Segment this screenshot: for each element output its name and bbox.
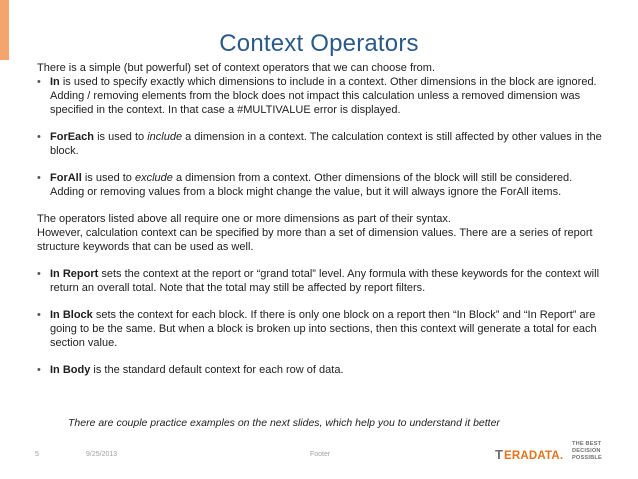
slide-body	[37, 61, 603, 377]
bullet-text: is the standard default context for each row of data.	[90, 364, 344, 376]
middle-text-1: The operators listed above all require one or more dimensions as part of their syntax.	[37, 213, 451, 225]
bullet-forall	[37, 171, 603, 199]
emphasis: include	[147, 131, 183, 143]
teradata-logo	[495, 443, 569, 465]
bullet-text: a dimension in a context. The calculation context is still affected by other values in the block.	[50, 131, 602, 157]
brand-tagline: THE BEST DECISION POSSIBLE	[572, 441, 602, 461]
logo-wordmark: ERADATA.	[504, 450, 564, 462]
emphasis: exclude	[134, 172, 173, 184]
bullet-dot: •	[37, 364, 41, 376]
intro-text: There is a simple (but powerful) set of context operators that we can choose from.	[37, 62, 436, 74]
bullet-text: sets the context for each block. If there is only one block on a report then “In Block” and “In Report” are going to be the same. But when a block is broken up into sections, then this context will generate a total for each section value.	[50, 309, 597, 349]
bullet-text: sets the context at the report or “grand total” level. Any formula with these keywords for the context will return an overall total. Note that the total may still be affected by report filters.	[50, 268, 600, 294]
keyword: In	[50, 76, 60, 88]
keyword: ForEach	[50, 131, 95, 143]
bullet-text: is used to specify exactly which dimensions to include in a context. Other dimensions in the block are ignored. Adding / removing elements from the block does not impact this calculation unless a removed dimension was specified in the context. In that case a #MULTIVALUE error is displayed.	[50, 76, 597, 116]
bullet-dot: •	[37, 268, 41, 280]
keyword: In Body	[50, 364, 91, 376]
keyword: ForAll	[50, 172, 82, 184]
bullet-in	[37, 75, 603, 117]
slide-title: Context Operators	[219, 30, 419, 57]
bullet-dot: •	[37, 76, 41, 88]
bullet-foreach	[37, 130, 603, 158]
bullet-in-block	[37, 308, 603, 350]
bullet-in-report	[37, 267, 603, 295]
keyword: In Report	[50, 268, 99, 280]
middle-text-2: However, calculation context can be specified by more than a set of dimension values. There are a series of report structure keywords that can be used as well.	[37, 227, 593, 253]
teradata-logo-icon	[495, 445, 569, 463]
bullet-text: is used to	[81, 172, 135, 184]
bullet-dot: •	[37, 172, 41, 184]
svg-text:T: T	[495, 447, 504, 462]
page-number: 5	[35, 451, 39, 458]
closing-note: There are couple practice examples on the next slides, which help you to understand it better	[68, 417, 500, 429]
bullet-text: is used to	[94, 131, 148, 143]
footer-text: Footer	[310, 451, 331, 458]
keyword: In Block	[50, 309, 93, 321]
bullet-dot: •	[37, 131, 41, 143]
bullet-dot: •	[37, 309, 41, 321]
bullet-in-body	[37, 363, 603, 377]
bullet-text: a dimension from a context. Other dimensions of the block will still be considered. Adding or removing values from a block might change the value, but it will always ignore the ForAll items.	[50, 172, 573, 198]
footer-date: 9/25/2013	[86, 451, 118, 458]
